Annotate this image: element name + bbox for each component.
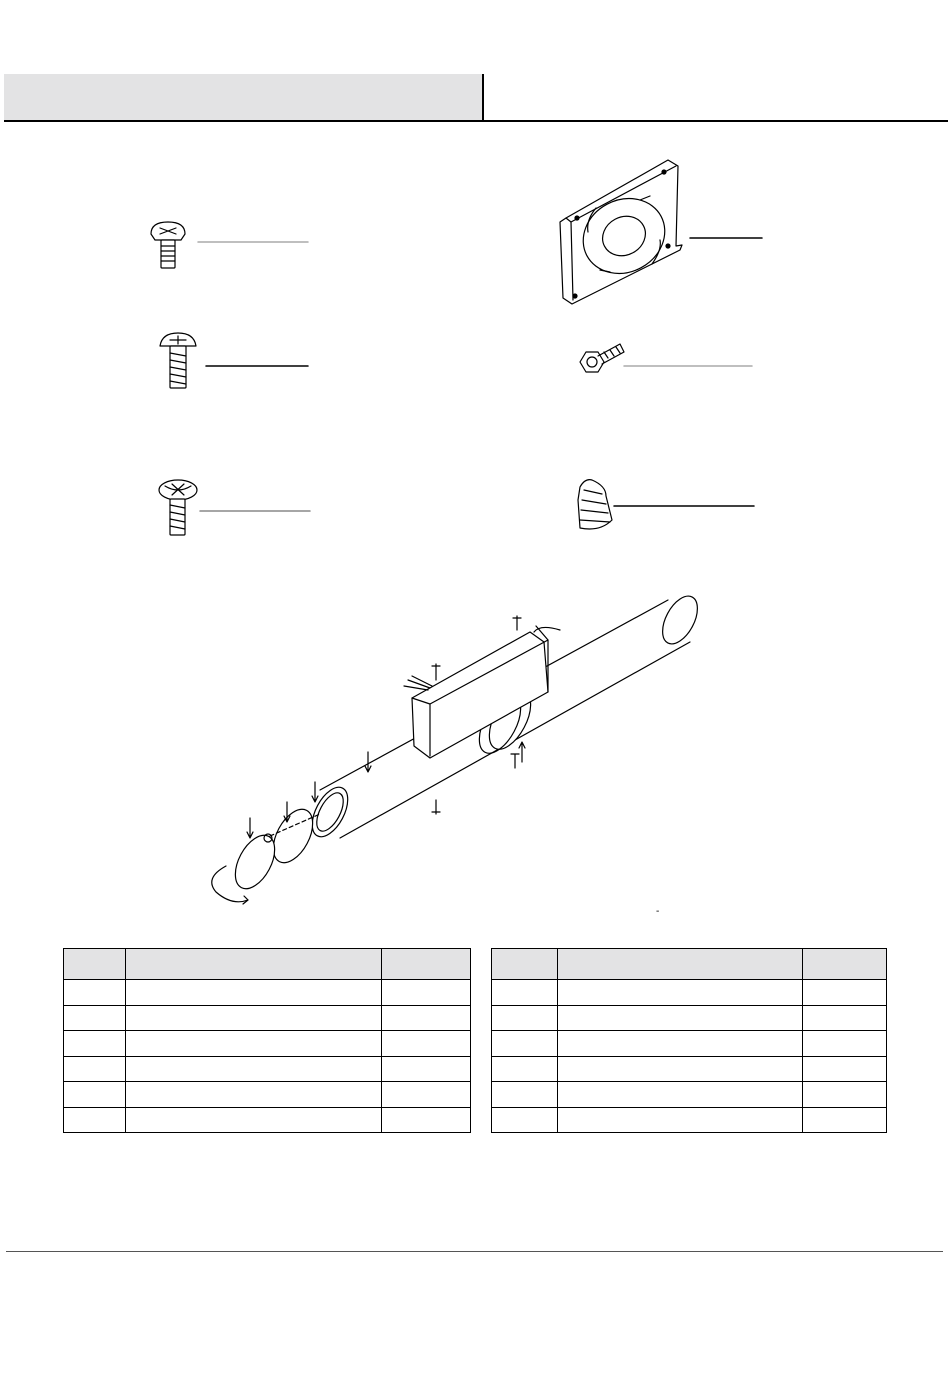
table-row bbox=[64, 980, 471, 1006]
table-row bbox=[492, 1031, 887, 1057]
table-cell bbox=[492, 1031, 558, 1057]
fixture-exploded-diagram bbox=[212, 590, 705, 904]
table-cell bbox=[64, 1107, 126, 1133]
table-cell bbox=[492, 1005, 558, 1031]
table-cell bbox=[492, 1056, 558, 1082]
table-row bbox=[64, 1107, 471, 1133]
table-cell bbox=[125, 1005, 381, 1031]
table-row bbox=[492, 1082, 887, 1108]
table-row bbox=[64, 1031, 471, 1057]
table-cell bbox=[382, 1031, 471, 1057]
table-cell bbox=[64, 1005, 126, 1031]
table-cell bbox=[492, 980, 558, 1006]
column-header bbox=[803, 949, 887, 980]
mounting-bracket-icon bbox=[560, 160, 682, 304]
table-row bbox=[492, 1005, 887, 1031]
column-header bbox=[64, 949, 126, 980]
table-cell bbox=[125, 1056, 381, 1082]
table-cell bbox=[803, 1082, 887, 1108]
footer-rule bbox=[6, 1251, 943, 1252]
parts-table-left bbox=[63, 948, 471, 1133]
table-row bbox=[64, 1005, 471, 1031]
note-mark: - bbox=[656, 906, 660, 917]
table-cell bbox=[64, 980, 126, 1006]
table-cell bbox=[382, 1056, 471, 1082]
table-row bbox=[492, 980, 887, 1006]
table-cell bbox=[125, 1082, 381, 1108]
column-header bbox=[492, 949, 558, 980]
table-cell bbox=[557, 980, 802, 1006]
parts-table-right bbox=[491, 948, 887, 1133]
table-cell bbox=[64, 1056, 126, 1082]
table-cell bbox=[557, 1107, 802, 1133]
table-cell bbox=[382, 980, 471, 1006]
table-cell bbox=[803, 1107, 887, 1133]
column-header bbox=[125, 949, 381, 980]
machine-screw-long-icon bbox=[160, 333, 196, 388]
table-cell bbox=[382, 1082, 471, 1108]
green-ground-screw-icon bbox=[580, 344, 624, 372]
table-row bbox=[492, 1056, 887, 1082]
table-cell bbox=[64, 1082, 126, 1108]
table-cell bbox=[492, 1082, 558, 1108]
table-cell bbox=[64, 1031, 126, 1057]
table-cell bbox=[557, 1056, 802, 1082]
wire-connector-icon bbox=[578, 480, 612, 529]
table-cell bbox=[492, 1107, 558, 1133]
column-header bbox=[557, 949, 802, 980]
table-cell bbox=[557, 1031, 802, 1057]
table-cell bbox=[803, 1005, 887, 1031]
column-header bbox=[382, 949, 471, 980]
table-cell bbox=[803, 1056, 887, 1082]
table-cell bbox=[382, 1107, 471, 1133]
table-cell bbox=[803, 1031, 887, 1057]
ground-screw-icon bbox=[159, 480, 197, 535]
table-cell bbox=[125, 1031, 381, 1057]
table-cell bbox=[557, 1082, 802, 1108]
table-cell bbox=[125, 1107, 381, 1133]
table-cell bbox=[125, 980, 381, 1006]
table-cell bbox=[382, 1005, 471, 1031]
table-row bbox=[492, 1107, 887, 1133]
table-cell bbox=[557, 1005, 802, 1031]
table-row bbox=[64, 1082, 471, 1108]
table-row bbox=[64, 1056, 471, 1082]
table-cell bbox=[803, 980, 887, 1006]
machine-screw-short-icon bbox=[151, 222, 185, 268]
